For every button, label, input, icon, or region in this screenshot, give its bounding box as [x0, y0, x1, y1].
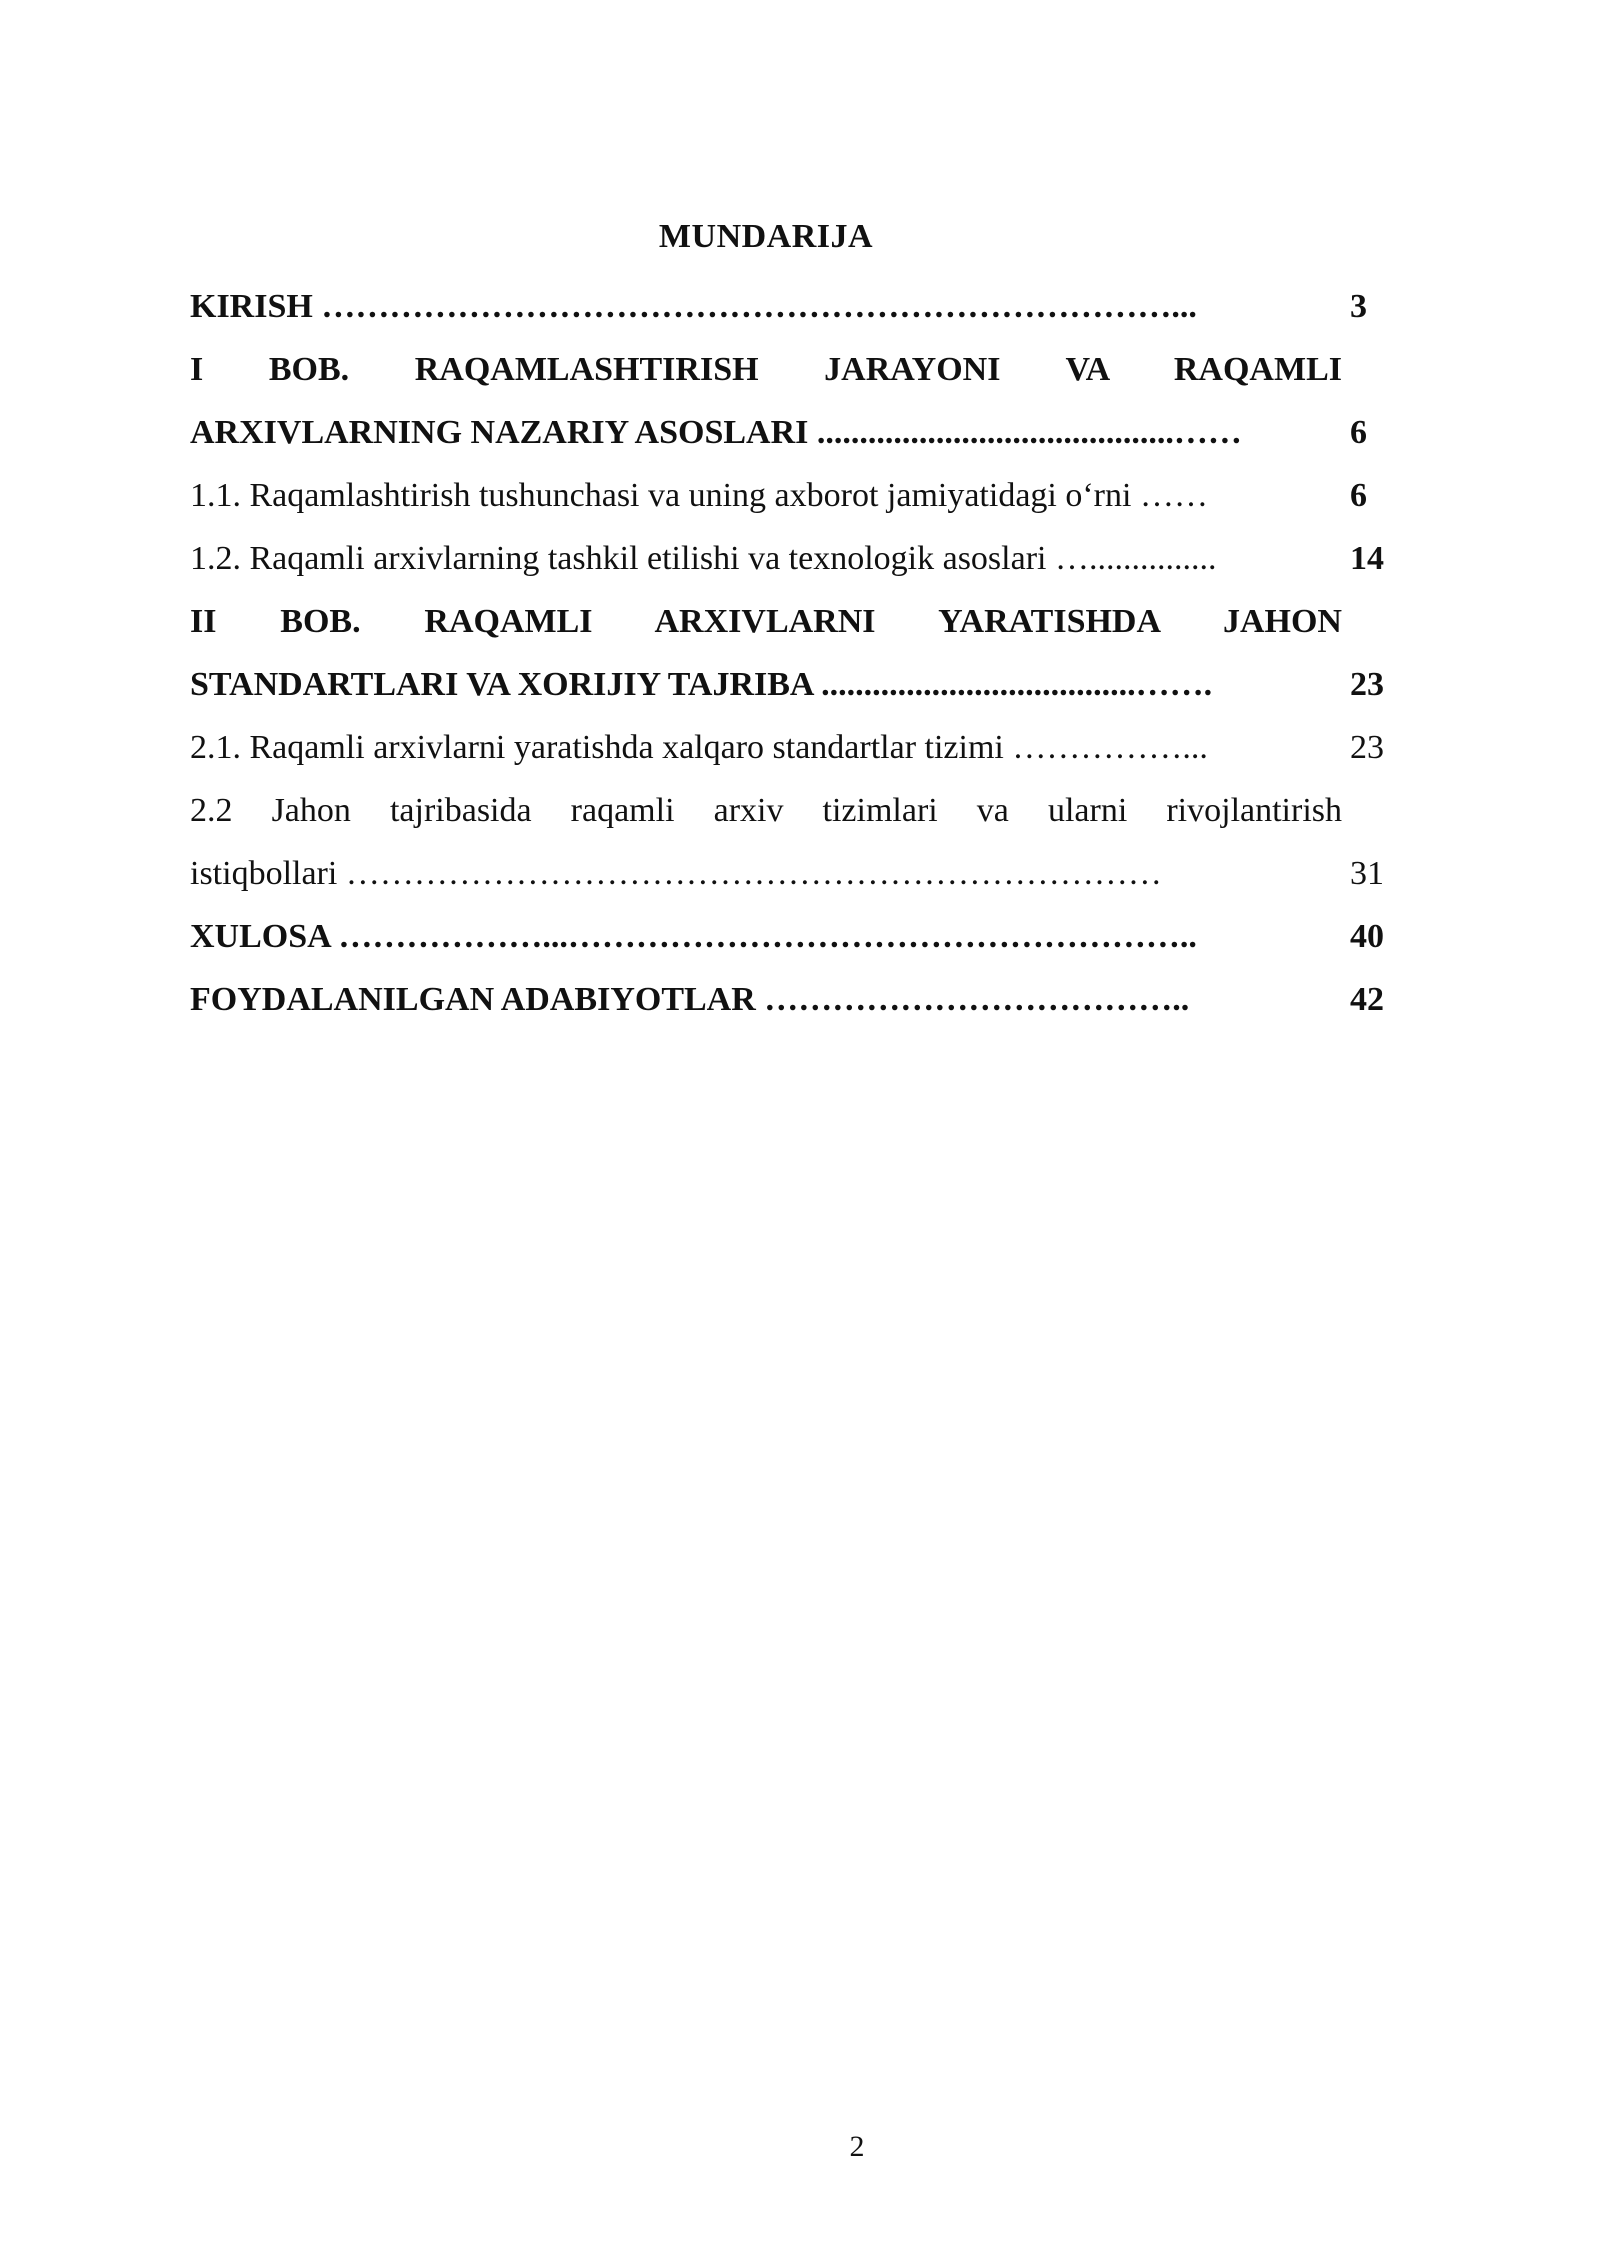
toc-entry-text: XULOSA ………………...……………………………………………….. — [190, 918, 1197, 955]
toc-page-number: 6 — [1350, 414, 1367, 451]
toc-entry-text: 1.2. Raqamli arxivlarning tashkil etilishi va texnologik asoslari …............... — [190, 540, 1217, 577]
toc-entry-text: istiqbollari ……………………………………………………………… — [190, 855, 1162, 892]
page-title: MUNDARIJA — [658, 218, 874, 255]
toc-entry-chapter-2 — [190, 590, 1410, 716]
toc-entry-adabiyotlar — [190, 968, 1410, 1031]
toc-entry-xulosa — [190, 905, 1410, 968]
toc-entry-section-2-1 — [190, 716, 1410, 779]
table-of-contents — [190, 275, 1410, 1031]
toc-entry-section-1-1 — [190, 464, 1410, 527]
toc-entry-chapter-1 — [190, 338, 1410, 464]
toc-entry-text: FOYDALANILGAN ADABIYOTLAR ……………………………….. — [190, 981, 1190, 1018]
toc-entry-section-2-2 — [190, 779, 1410, 905]
toc-entry-text: STANDARTLARI VA XORIJIY TAJRIBA .....................................……. — [190, 666, 1213, 703]
toc-entry-kirish — [190, 275, 1410, 338]
toc-page-number: 23 — [1350, 729, 1384, 766]
page-number: 2 — [849, 2130, 865, 2163]
toc-page-number: 6 — [1350, 477, 1367, 514]
toc-entry-text: KIRISH …………………………………………………………………... — [190, 288, 1197, 325]
toc-entry-text: II BOB. RAQAMLI ARXIVLARNI YARATISHDA JAHON — [190, 603, 1342, 640]
toc-page-number: 42 — [1350, 981, 1384, 1018]
toc-entry-text: 2.2 Jahon tajribasida raqamli arxiv tizimlari va ularni rivojlantirish — [190, 792, 1342, 829]
toc-page-number: 14 — [1350, 540, 1384, 577]
toc-page-number: 40 — [1350, 918, 1384, 955]
toc-entry-text: 1.1. Raqamlashtirish tushunchasi va uning axborot jamiyatidagi o‘rni …… — [190, 477, 1208, 514]
toc-page-number: 23 — [1350, 666, 1384, 703]
toc-page-number: 3 — [1350, 288, 1367, 325]
toc-entry-text: ARXIVLARNING NAZARIY ASOSLARI ..........................................…… — [190, 414, 1242, 451]
toc-entry-section-1-2 — [190, 527, 1410, 590]
toc-entry-text: I BOB. RAQAMLASHTIRISH JARAYONI VA RAQAMLI — [190, 351, 1342, 388]
toc-entry-text: 2.1. Raqamli arxivlarni yaratishda xalqaro standartlar tizimi ……………... — [190, 729, 1208, 766]
toc-page-number: 31 — [1350, 855, 1384, 892]
